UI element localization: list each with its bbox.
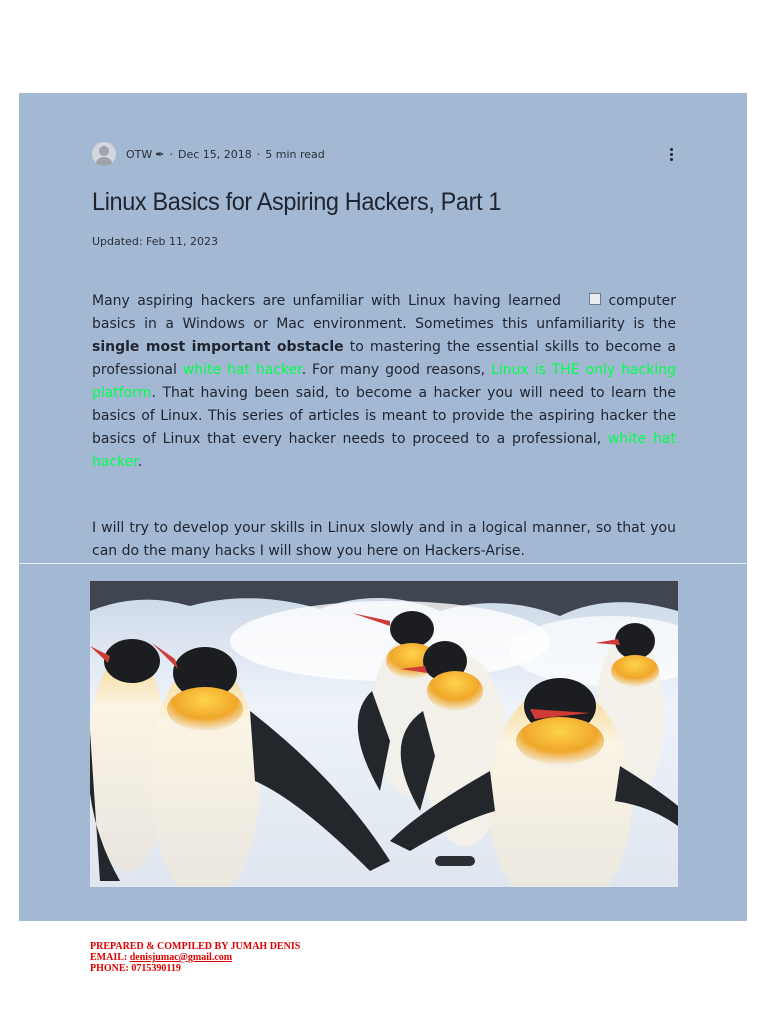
avatar[interactable] (92, 142, 116, 166)
meta-separator: · (256, 147, 261, 161)
link-linux-hacking-platform[interactable]: Linux is THE only hacking platform (92, 362, 676, 401)
text-run: . For many good reasons, (301, 362, 491, 378)
updated-date: Updated: Feb 11, 2023 (92, 235, 218, 248)
blog-post-card (19, 93, 747, 921)
read-time: 5 min read (265, 147, 325, 161)
text-run: Many aspiring hackers are unfamiliar with Linux having learned (92, 293, 562, 309)
footer-email-link[interactable]: denisjumac@gmail.com (129, 952, 233, 963)
pen-icon: ✒ (155, 147, 165, 161)
footer-prepared-by: PREPARED & COMPILED BY JUMAH DENIS (90, 941, 301, 952)
post-date: Dec 15, 2018 (177, 147, 252, 161)
text-run: computer basics in a Windows or Mac environment. Sometimes this unfamiliarity is the (92, 293, 676, 332)
footer-phone: PHONE: 0715390119 (90, 963, 181, 974)
link-white-hat-hacker[interactable]: white hat hacker (182, 362, 302, 378)
intro-paragraph (92, 290, 676, 474)
footer-email-line: EMAIL: denisjumac@gmail.com (90, 952, 233, 963)
more-options-icon[interactable] (665, 145, 677, 163)
second-paragraph: I will try to develop your skills in Linux slowly and in a logical manner, so that you can do the many hacks I will show you here on Hackers-Arise. (92, 520, 676, 559)
author-name[interactable]: OTW (126, 147, 153, 161)
text-run: . (137, 454, 143, 470)
post-title: Linux Basics for Aspiring Hackers, Part 1 (92, 188, 502, 216)
section-divider (19, 563, 747, 564)
meta-separator: · (169, 147, 173, 161)
broken-image-icon (589, 293, 601, 305)
footer-credits (90, 941, 300, 974)
bold-text: single most important obstacle (92, 339, 344, 355)
text-run: to mastering the essential skills to become a professional (92, 339, 676, 378)
link-white-hat-hacker-2[interactable]: white hat hacker (92, 431, 676, 470)
penguins-photo (90, 581, 678, 887)
post-meta (92, 141, 677, 167)
text-run: . That having been said, to become a hacker you will need to learn the basics of Linux. This series of articles is meant to provide the aspiring hacker the basics of Linux that every hacker needs to proceed to a professional, (92, 385, 676, 447)
